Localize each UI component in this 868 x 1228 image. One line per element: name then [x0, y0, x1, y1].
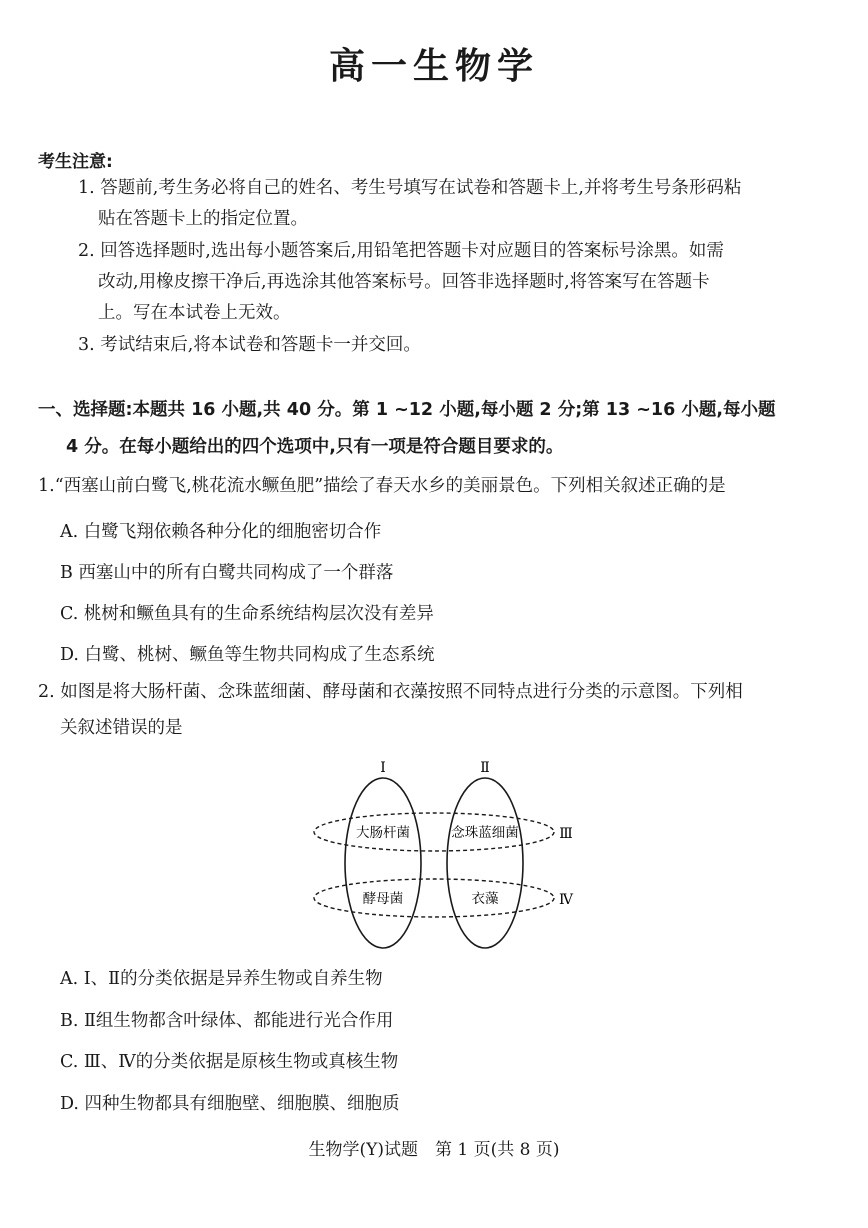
- question-1-option-c: C. 桃树和鳜鱼具有的生命系统结构层次没有差异: [60, 604, 434, 624]
- notice-heading: 考生注意:: [38, 152, 113, 172]
- notice-item-1-line-2: 贴在答题卡上的指定位置。: [98, 209, 308, 229]
- diagram-label-iv: Ⅳ: [559, 892, 573, 908]
- question-2-stem-line-2: 关叙述错误的是: [60, 718, 183, 738]
- page-footer: 生物学(Y)试题 第 1 页(共 8 页): [308, 1140, 560, 1160]
- question-2-option-c: C. Ⅲ、Ⅳ的分类依据是原核生物或真核生物: [60, 1052, 399, 1072]
- diagram-label-i: Ⅰ: [380, 760, 386, 776]
- question-2-option-b: B. Ⅱ组生物都含叶绿体、都能进行光合作用: [60, 1011, 394, 1031]
- diagram-label-iii: Ⅲ: [559, 826, 573, 842]
- notice-item-1-line-1: 1. 答题前,考生务必将自己的姓名、考生号填写在试卷和答题卡上,并将考生号条形码粘: [78, 178, 742, 198]
- question-1-option-d: D. 白鹭、桃树、鳜鱼等生物共同构成了生态系统: [60, 645, 435, 665]
- notice-item-3-line-1: 3. 考试结束后,将本试卷和答题卡一并交回。: [78, 335, 421, 355]
- cell-yeast: 酵母菌: [362, 891, 404, 907]
- question-1-stem: 1.“西塞山前白鹭飞,桃花流水鳜鱼肥”描绘了春天水乡的美丽景色。下列相关叙述正确的是: [38, 476, 726, 496]
- group-i-ellipse: [345, 778, 421, 948]
- cell-chlamydomonas: 衣藻: [471, 891, 499, 907]
- section-heading-line-2: 4 分。在每小题给出的四个选项中,只有一项是符合题目要求的。: [66, 437, 564, 457]
- question-2-option-a: A. Ⅰ、Ⅱ的分类依据是异养生物或自养生物: [60, 969, 383, 989]
- group-iv-ellipse: [314, 879, 554, 917]
- notice-item-2-line-1: 2. 回答选择题时,选出每小题答案后,用铅笔把答题卡对应题目的答案标号涂黑。如需: [78, 241, 724, 261]
- notice-item-2-line-3: 上。写在本试卷上无效。: [98, 303, 291, 323]
- question-1-option-b: B 西塞山中的所有白鹭共同构成了一个群落: [60, 563, 394, 583]
- page-title: 高一生物学: [328, 46, 539, 87]
- classification-diagram: [300, 750, 600, 960]
- section-heading-line-1: 一、选择题:本题共 16 小题,共 40 分。第 1 ~12 小题,每小题 2 分;第 13 ~16 小题,每小题: [38, 400, 776, 420]
- group-ii-ellipse: [447, 778, 523, 948]
- cell-ecoli: 大肠杆菌: [356, 825, 410, 841]
- cell-nostoc: 念珠蓝细菌: [451, 825, 519, 841]
- question-2-stem-line-1: 2. 如图是将大肠杆菌、念珠蓝细菌、酵母菌和衣藻按照不同特点进行分类的示意图。下列相: [38, 682, 743, 702]
- diagram-label-ii: Ⅱ: [480, 760, 490, 776]
- question-2-option-d: D. 四种生物都具有细胞壁、细胞膜、细胞质: [60, 1094, 400, 1114]
- notice-item-2-line-2: 改动,用橡皮擦干净后,再选涂其他答案标号。回答非选择题时,将答案写在答题卡: [98, 272, 710, 292]
- question-1-option-a: A. 白鹭飞翔依赖各种分化的细胞密切合作: [60, 522, 382, 542]
